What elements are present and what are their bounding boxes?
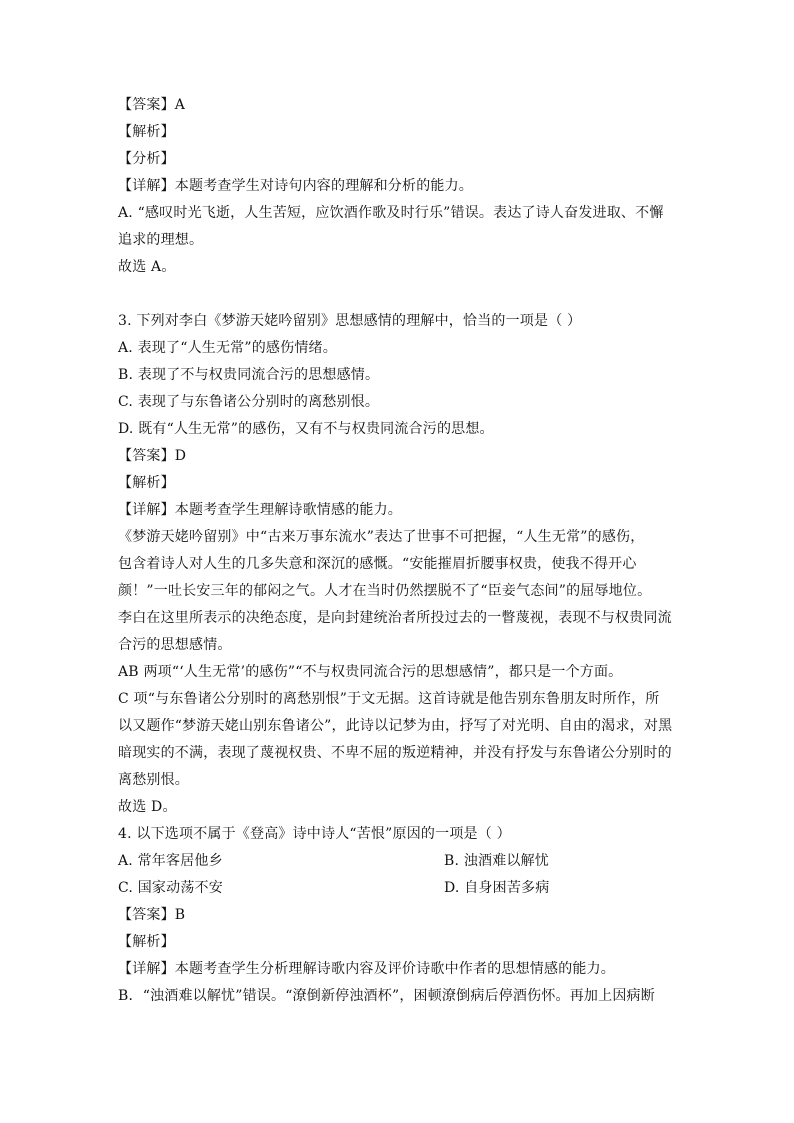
explanation-q3-line9: 暗现实的不满，表现了蔑视权贵、不卑不屈的叛逆精神，并没有抒发与东鲁诸公分别时的 xyxy=(118,745,672,761)
conclusion-q3: 故选 D。 xyxy=(118,799,177,815)
fenxi-heading-q2: 【分析】 xyxy=(118,151,175,167)
question-4-option-c: C. 国家动荡不安 xyxy=(118,880,223,896)
answer-q3: 【答案】D xyxy=(118,448,187,464)
explanation-q3-line3: 颜！”一吐长安三年的郁闷之气。人才在当时仍然摆脱不了“臣妾气态间”的屈辱地位。 xyxy=(118,583,652,599)
question-4-option-b: B. 浊酒难以解忧 xyxy=(444,853,549,869)
explanation-q3-line6: AB 两项“‘人生无常’的感伤”“不与权贵同流合污的思想感情”，都只是一个方面。 xyxy=(118,664,623,680)
explanation-q3-line5: 合污的思想感情。 xyxy=(118,637,232,653)
explanation-q3-line7: C 项“与东鲁诸公分别时的离愁别恨”于文无据。这首诗就是他告别东鲁朋友时所作，所 xyxy=(118,691,660,707)
analysis-heading-q2: 【解析】 xyxy=(118,124,175,140)
explanation-q3-line4: 李白在这里所表示的决绝态度，是向封建统治者所投过去的一瞥蔑视，表现不与权贵同流 xyxy=(118,610,672,626)
analysis-heading-q3: 【解析】 xyxy=(118,475,175,491)
question-4-option-d: D. 自身困苦多病 xyxy=(444,880,550,896)
explanation-q3-line8: 以又题作“梦游天姥山别东鲁诸公”，此诗以记梦为由，抒写了对光明、自由的渴求，对黑 xyxy=(118,718,673,734)
explanation-q2-line2: 追求的理想。 xyxy=(118,232,204,248)
explanation-q3-line1: 《梦游天姥吟留别》中“古来万事东流水”表达了世事不可把握，“人生无常”的感伤， xyxy=(118,529,645,545)
question-3-stem: 3. 下列对李白《梦游天姥吟留别》思想感情的理解中，恰当的一项是（ ） xyxy=(118,313,582,329)
question-3-option-b: B. 表现了不与权贵同流合污的思想感情。 xyxy=(118,367,380,383)
detail-q4: 【详解】本题考查学生分析理解诗歌内容及评价诗歌中作者的思想情感的能力。 xyxy=(118,961,615,977)
explanation-q3-line2: 包含着诗人对人生的几多失意和深沉的感慨。“安能摧眉折腰事权贵，使我不得开心 xyxy=(118,556,637,572)
answer-q2: 【答案】A xyxy=(118,97,186,113)
question-4-option-a: A. 常年客居他乡 xyxy=(118,853,223,869)
explanation-q2-line1: A. “感叹时光飞逝，人生苦短，应饮酒作歌及时行乐”错误。表达了诗人奋发进取、不懈 xyxy=(118,205,664,221)
question-3-option-d: D. 既有“人生无常”的感伤，又有不与权贵同流合污的思想。 xyxy=(118,421,494,437)
question-4-stem: 4. 以下选项不属于《登高》诗中诗人“苦恨”原因的一项是（ ） xyxy=(118,826,511,842)
answer-q4: 【答案】B xyxy=(118,907,186,923)
conclusion-q2: 故选 A。 xyxy=(118,259,176,275)
question-3-option-c: C. 表现了与东鲁诸公分别时的离愁别恨。 xyxy=(118,394,380,410)
analysis-heading-q4: 【解析】 xyxy=(118,934,175,950)
detail-q3: 【详解】本题考查学生理解诗歌情感的能力。 xyxy=(118,502,402,518)
explanation-q3-line10: 离愁别恨。 xyxy=(118,772,189,788)
detail-q2: 【详解】本题考查学生对诗句内容的理解和分析的能力。 xyxy=(118,178,473,194)
explanation-q4-line1: B．“浊酒难以解忧”错误。“潦倒新停浊酒杯”，困顿潦倒病后停酒伤怀。再加上因病断 xyxy=(118,988,655,1004)
question-3-option-a: A. 表现了“人生无常”的感伤情绪。 xyxy=(118,340,337,356)
